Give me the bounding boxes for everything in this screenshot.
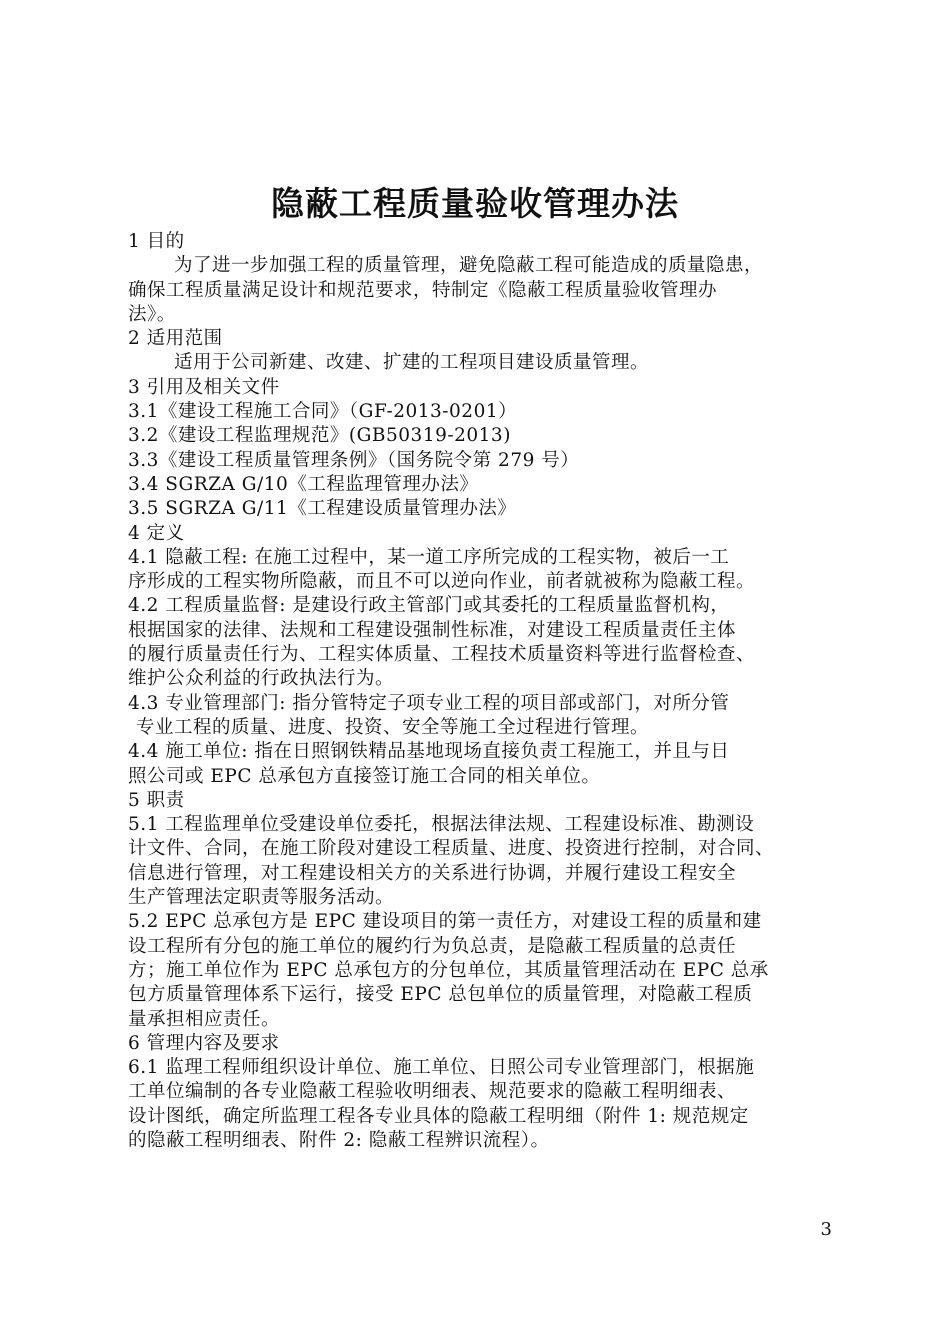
paragraph-line: 序形成的工程实物所隐蔽，而且不可以逆向作业，前者就被称为隐蔽工程。 bbox=[128, 571, 756, 593]
document-title: 隐蔽工程质量验收管理办法 bbox=[271, 184, 679, 223]
paragraph-line: 工单位编制的各专业隐蔽工程验收明细表、规范要求的隐蔽工程明细表、 bbox=[128, 1081, 737, 1103]
paragraph-line: 的隐蔽工程明细表、附件 2: 隐蔽工程辨识流程）。 bbox=[128, 1129, 550, 1151]
paragraph-line: 5.1 工程监理单位受建设单位委托，根据法律法规、工程建设标准、勘测设 bbox=[128, 814, 755, 836]
paragraph-line: 4.4 施工单位: 指在日照钢铁精品基地现场直接负责工程施工，并且与日 bbox=[128, 741, 730, 763]
reference-item: 3.1《建设工程施工合同》（GF-2013-0201） bbox=[128, 401, 518, 423]
paragraph-line: 4.3 专业管理部门: 指分管特定子项专业工程的项目部或部门，对所分管 bbox=[128, 692, 730, 714]
paragraph-line: 专业工程的质量、进度、投资、安全等施工全过程进行管理。 bbox=[136, 716, 650, 738]
paragraph-line: 生产管理法定职责等服务活动。 bbox=[128, 887, 395, 909]
paragraph-line: 包方质量管理体系下运行，接受 EPC 总包单位的质量管理，对隐蔽工程质 bbox=[128, 984, 753, 1006]
section-heading: 5 职责 bbox=[128, 789, 185, 811]
paragraph-line: 的履行质量责任行为、工程实体质量、工程技术质量资料等进行监督检查、 bbox=[128, 644, 756, 666]
paragraph-line: 设计图纸，确定所监理工程各专业具体的隐蔽工程明细（附件 1: 规范规定 bbox=[128, 1105, 749, 1127]
paragraph-line: 信息进行管理，对工程建设相关方的关系进行协调，并履行建设工程安全 bbox=[128, 862, 737, 884]
reference-item: 3.5 SGRZA G/11《工程建设质量管理办法》 bbox=[128, 498, 517, 520]
paragraph-line: 适用于公司新建、改建、扩建的工程项目建设质量管理。 bbox=[174, 352, 650, 374]
paragraph-line: 方；施工单位作为 EPC 总承包方的分包单位，其质量管理活动在 EPC 总承 bbox=[128, 959, 769, 981]
paragraph-line: 为了进一步加强工程的质量管理，避免隐蔽工程可能造成的质量隐患， bbox=[174, 255, 764, 277]
reference-item: 3.4 SGRZA G/10《工程监理管理办法》 bbox=[128, 473, 479, 495]
section-heading: 2 适用范围 bbox=[128, 328, 223, 350]
paragraph-line: 4.1 隐蔽工程: 在施工过程中，某一道工序所完成的工程实物，被后一工 bbox=[128, 546, 730, 568]
paragraph-line: 5.2 EPC 总承包方是 EPC 建设项目的第一责任方，对建设工程的质量和建 bbox=[128, 911, 762, 933]
section-heading: 6 管理内容及要求 bbox=[128, 1032, 280, 1054]
reference-item: 3.2《建设工程监理规范》(GB50319-2013) bbox=[128, 425, 511, 447]
section-heading: 1 目的 bbox=[128, 231, 185, 252]
paragraph-line: 维护公众利益的行政执法行为。 bbox=[128, 668, 395, 690]
reference-item: 3.3《建设工程质量管理条例》（国务院令第 279 号） bbox=[128, 449, 580, 471]
paragraph-line: 根据国家的法律、法规和工程建设强制性标准，对建设工程质量责任主体 bbox=[128, 619, 737, 641]
paragraph-line: 法》。 bbox=[128, 303, 176, 325]
section-heading: 4 定义 bbox=[128, 522, 185, 544]
page-number: 3 bbox=[820, 1219, 832, 1240]
paragraph-line: 设工程所有分包的施工单位的履约行为负总责，是隐蔽工程质量的总责任 bbox=[128, 935, 737, 957]
document-body bbox=[128, 230, 840, 1153]
paragraph-line: 确保工程质量满足设计和规范要求，特制定《隐蔽工程质量验收管理办 bbox=[128, 279, 718, 301]
paragraph-line: 照公司或 EPC 总承包方直接签订施工合同的相关单位。 bbox=[128, 765, 601, 787]
paragraph-line: 6.1 监理工程师组织设计单位、施工单位、日照公司专业管理部门，根据施 bbox=[128, 1057, 755, 1079]
section-heading: 3 引用及相关文件 bbox=[128, 376, 280, 398]
paragraph-line: 计文件、合同，在施工阶段对建设工程质量、进度、投资进行控制，对合同、 bbox=[128, 838, 775, 860]
paragraph-line: 量承担相应责任。 bbox=[128, 1008, 281, 1030]
paragraph-line: 4.2 工程质量监督: 是建设行政主管部门或其委托的工程质量监督机构， bbox=[128, 595, 730, 617]
